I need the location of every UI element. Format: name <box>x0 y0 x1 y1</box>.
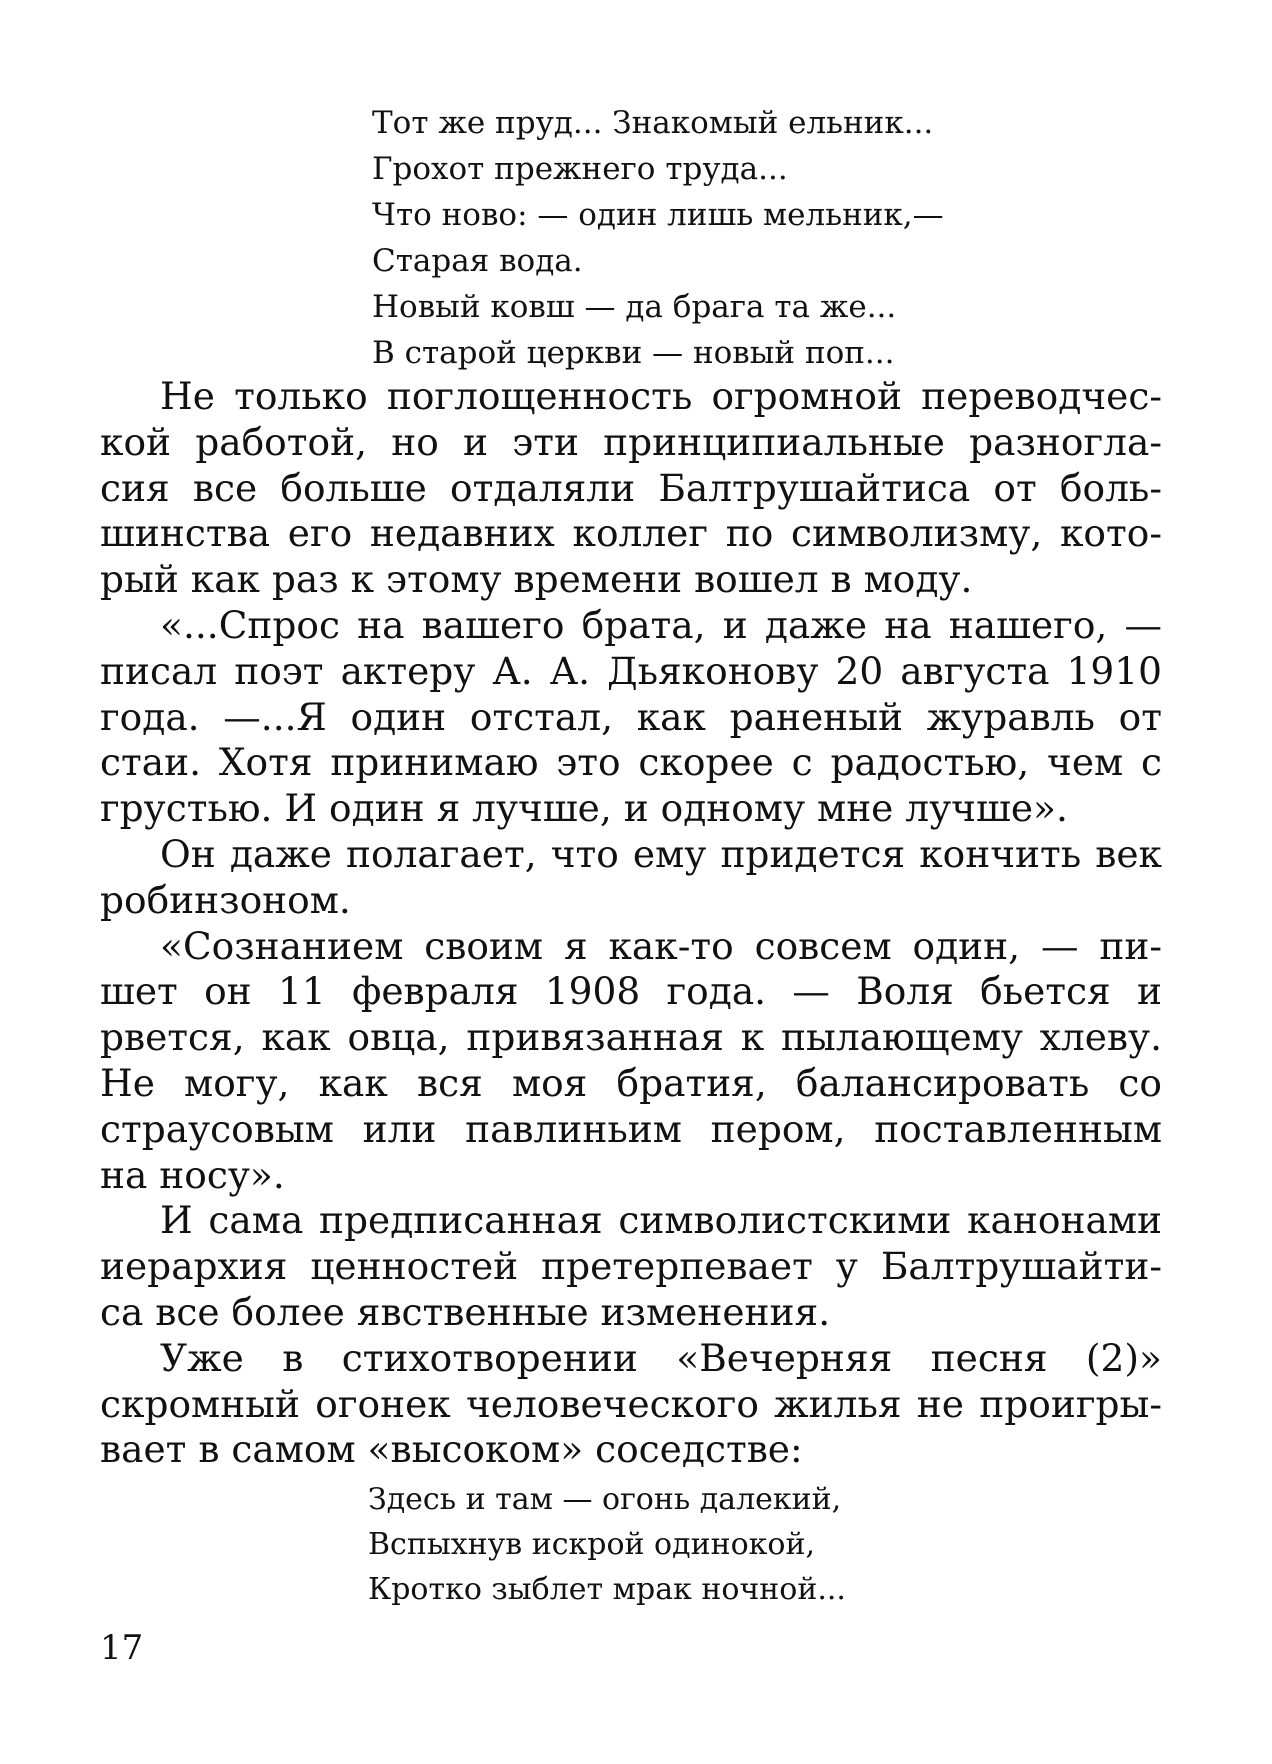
verse-line: Старая вода. <box>372 243 583 279</box>
page-number: 17 <box>100 1628 144 1668</box>
verse-line: Грохот прежнего труда... <box>372 151 788 187</box>
text-line: на носу». <box>100 1152 285 1197</box>
text-line: рвется, как овца, привязанная к пылающему хлеву. <box>100 1015 1162 1060</box>
verse-line: Что ново: — один лишь мельник,— <box>372 197 944 233</box>
text-line: Он даже полагает, что ему придется кончить век <box>160 831 1162 876</box>
text-line: Уже в стихотворении «Вечерняя песня (2)» <box>160 1335 1162 1380</box>
text-line: «...Спрос на вашего брата, и даже на нашего, — <box>160 602 1162 647</box>
text-line: страусовым или павлиньим пером, поставленным <box>100 1106 1162 1151</box>
verse-line: В старой церкви — новый поп... <box>372 335 895 371</box>
text-line: вает в самом «высоком» соседстве: <box>100 1427 803 1472</box>
text-line: Не только поглощенность огромной переводчес- <box>160 374 1162 418</box>
text-line: сия все больше отдаляли Балтрушайтиса от боль- <box>100 465 1162 510</box>
text-line: «Сознанием своим я как-то совсем один, — пи- <box>160 923 1162 968</box>
verse-quote-top <box>372 100 944 376</box>
text-line: шет он 11 февраля 1908 года. — Воля бьется и <box>100 969 1162 1014</box>
text-line: И сама предписанная символистскими канонами <box>160 1198 1162 1243</box>
verse-line: Новый ковш — да брага та же... <box>372 289 897 325</box>
verse-line: Кротко зыблет мрак ночной... <box>368 1572 846 1607</box>
body-text <box>100 374 1162 1473</box>
text-line: робинзоном. <box>100 877 351 922</box>
text-line: иерархия ценностей претерпевает у Балтрушайти- <box>100 1244 1162 1289</box>
verse-line: Вспыхнув искрой одинокой, <box>368 1527 815 1562</box>
verse-quote-bottom <box>368 1477 846 1612</box>
text-line: кой работой, но и эти принципиальные разногла- <box>100 419 1162 464</box>
text-line: стаи. Хотя принимаю это скорее с радостью, чем с <box>100 740 1162 785</box>
text-line: Не могу, как вся моя братия, балансировать со <box>100 1060 1162 1105</box>
text-line: рый как раз к этому времени вошел в моду. <box>100 557 973 602</box>
verse-line: Здесь и там — огонь далекий, <box>368 1482 842 1517</box>
verse-line: Тот же пруд... Знакомый ельник... <box>372 105 934 141</box>
text-line: скромный огонек человеческого жилья не проигры- <box>100 1381 1162 1426</box>
text-line: грустью. И один я лучше, и одному мне лучше». <box>100 786 1068 831</box>
text-line: писал поэт актеру А. А. Дьяконову 20 августа 1910 <box>100 648 1162 693</box>
text-line: шинства его недавних коллег по символизму, кото- <box>100 511 1162 556</box>
text-line: са все более явственные изменения. <box>100 1289 831 1334</box>
text-line: года. —...Я один отстал, как раненый журавль от <box>100 694 1162 739</box>
